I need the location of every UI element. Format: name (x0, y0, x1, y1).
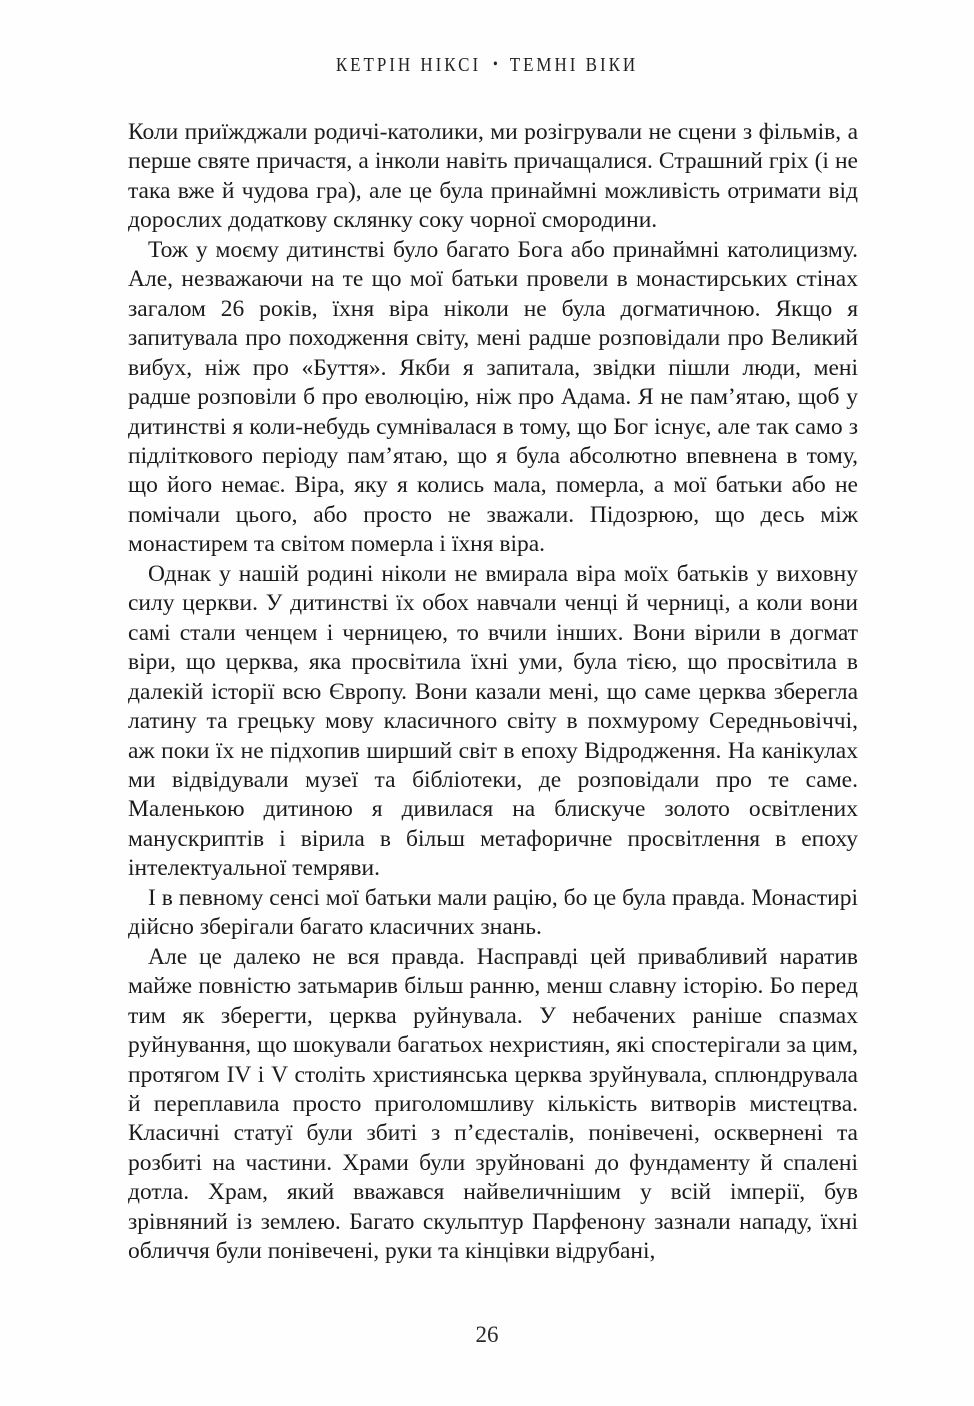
paragraph: Але це далеко не вся правда. Насправді цей привабливий наратив майже повністю затьмарив більш ранню, менш славну історію. Бо перед тим як зберегти, церква руйнувала. У небачених раніше спазмах руйнування, що шокували багатьох нехристиян, які спостерігали за цим, протягом IV і V століть християнська церква зруйнувала, сплюндрувала й переплавила просто приголомшливу кількість витворів мистецтва. Класичні статуї були збиті з п’єдесталів, понівечені, осквернені та розбиті на частини. Храми були зруйновані до фундаменту й спалені дотла. Храм, який вважався найвеличнішим у всій імперії, був зрівняний із землею. Багато скульптур Парфенону зазнали нападу, їхні обличчя були понівечені, руки та кінцівки відрубані, (128, 943, 858, 1265)
running-head-author: КЕТРІН НІКСІ (335, 54, 482, 76)
running-head-title: ТЕМНІ ВІКИ (509, 54, 639, 76)
paragraph: Тож у моєму дитинстві було багато Бога або принаймні католицизму. Але, незважаючи на те що мої батьки провели в монастирських стінах загалом 26 років, їхня віра ніколи не була догматичною. Якщо я запитувала про походження світу, мені радше розповідали про Великий вибух, ніж про «Буття». Якби я запитала, звідки пішли люди, мені радше розповіли б про еволюцію, ніж про Адама. Я не пам’ятаю, щоб у дитинстві я коли-небудь сумнівалася в тому, що Бог існує, але так само з підліткового періоду пам’ятаю, що я була абсолютно впевнена в тому, що його немає. Віра, яку я колись мала, померла, а мої батьки або не помічали цього, або просто не зважали. Підозрюю, що десь між монастирем та світом померла і їхня віра. (128, 236, 858, 558)
paragraph: І в певному сенсі мої батьки мали рацію, бо це була правда. Монастирі дійсно зберігали багато класичних знань. (128, 884, 858, 941)
paragraph: Однак у нашій родині ніколи не вмирала віра моїх батьків у виховну силу церкви. У дитинстві їх обох навчали ченці й черниці, а коли вони самі стали ченцем і черницею, то вчили інших. Вони вірили в догмат віри, що церква, яка просвітила їхні уми, була тією, що просвітила в далекій історії всю Європу. Вони казали мені, що саме церква зберегла латину та грецьку мову класичного світу в похмурому Середньовіччі, аж поки їх не підхопив ширший світ в епоху Відродження. На канікулах ми відвідували музеї та бібліотеки, де розповідали про те саме. Маленькою дитиною я дивилася на блискуче золото освітлених манускриптів і вірила в більш метафоричне просвітлення в епоху інтелектуальної темряви. (128, 560, 858, 882)
body-text (128, 118, 858, 1267)
running-head (73, 54, 901, 77)
paragraph: Коли приїжджали родичі-католики, ми розігрували не сцени з фільмів, а перше святе причастя, а інколи навіть причащалися. Страшний гріх (і не така вже й чудова гра), але це була принаймні можливість отримати від дорослих додаткову склянку соку чорної смородини. (128, 119, 858, 234)
running-head-separator-dot: • (493, 56, 498, 73)
page-number: 26 (475, 1322, 499, 1347)
